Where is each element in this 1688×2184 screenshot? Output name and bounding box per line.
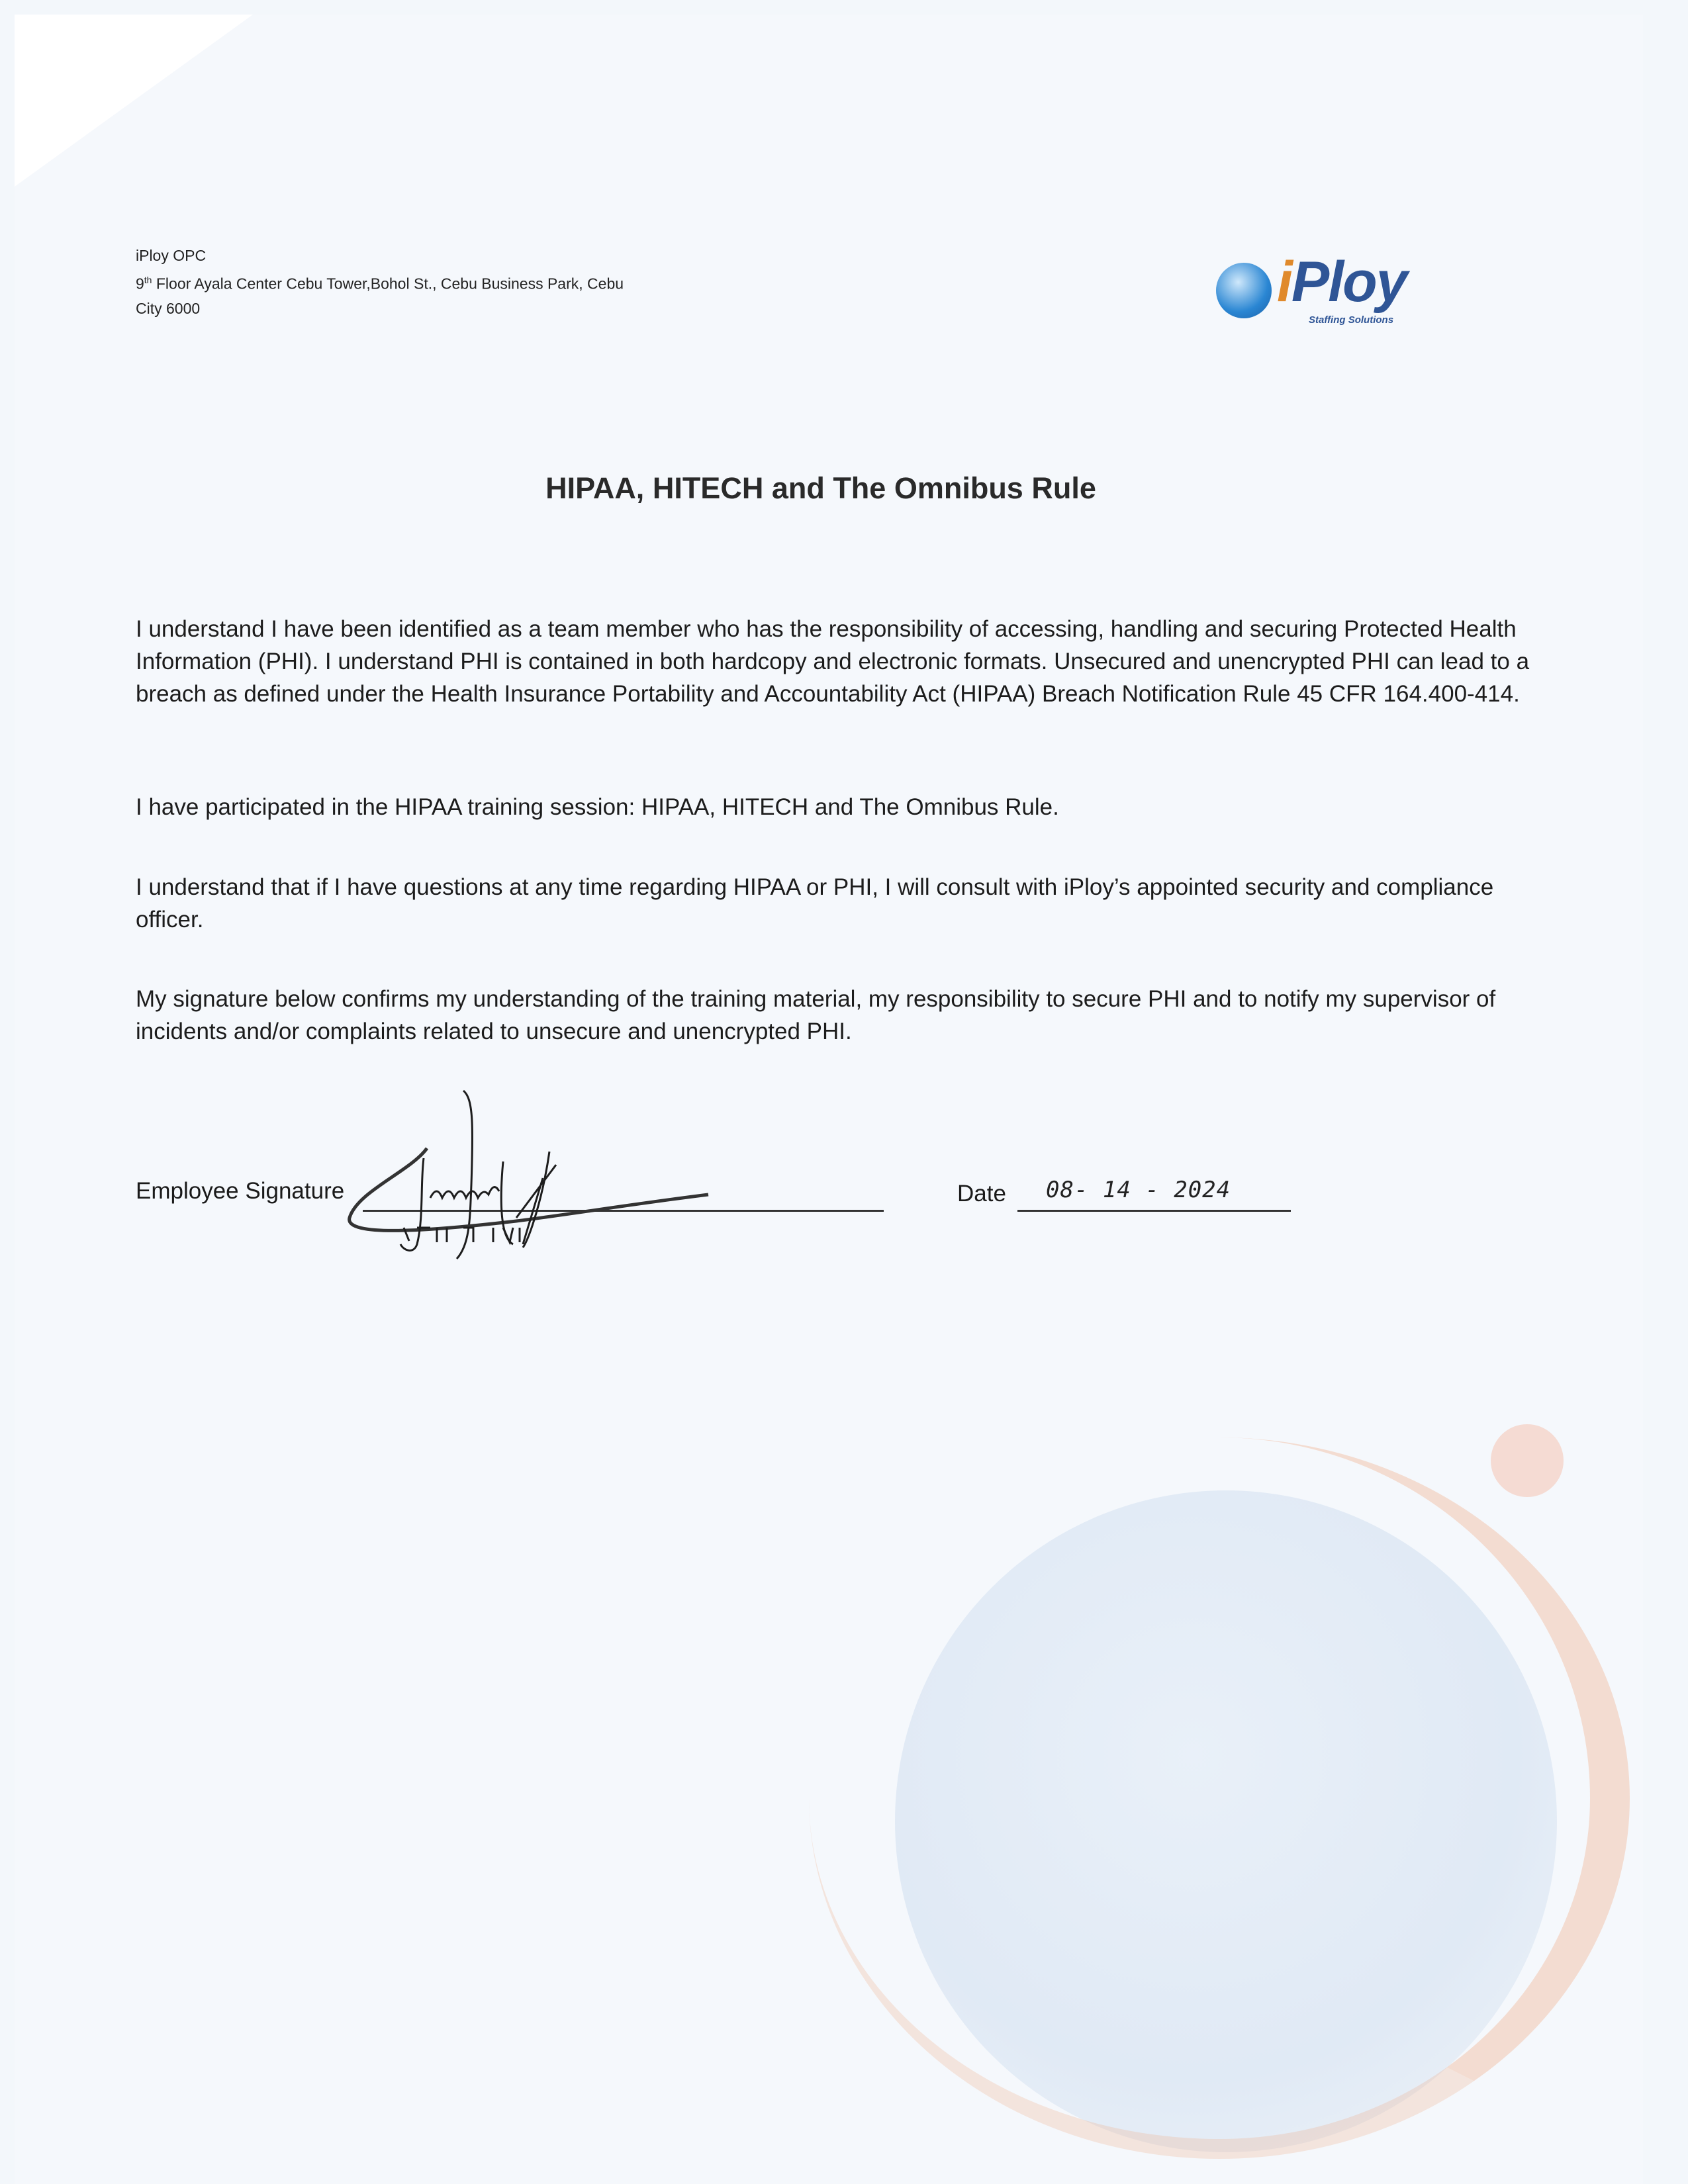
iploy-logo bbox=[1216, 250, 1454, 330]
paragraph-phi-responsibility: I understand I have been identified as a team member who has the responsibility of accessing, handling and securing Protected Health Information (PHI). I understand PHI is contained in both hardcopy and electronic formats. Unsecured and unencrypted PHI can lead to a breach as defined under the Health Insurance Portability and Accountability Act (HIPAA) Breach Notification Rule 45 CFR 164.400-414. bbox=[136, 616, 1530, 707]
paragraph-confirmation: My signature below confirms my understanding of the training material, my responsibility to secure PHI and to notify my supervisor of incidents and/or complaints related to unsecure and unencrypted PHI. bbox=[136, 986, 1496, 1044]
employee-signature-label: Employee Signature bbox=[136, 1178, 345, 1204]
date-value: 08- 14 - 2024 bbox=[1046, 1177, 1231, 1203]
paragraph-training: I have participated in the HIPAA training session: HIPAA, HITECH and The Omnibus Rule. bbox=[136, 794, 1059, 820]
globe-icon bbox=[1216, 263, 1272, 318]
floor-suffix: th bbox=[144, 275, 152, 285]
address-line-1 bbox=[136, 268, 624, 296]
paragraph-questions: I understand that if I have questions at any time regarding HIPAA or PHI, I will consult with iPloy’s appointed security and compliance officer. bbox=[136, 874, 1494, 933]
company-name: iPloy OPC bbox=[136, 247, 207, 264]
date-line bbox=[1017, 1210, 1291, 1212]
address-line-2: City 6000 bbox=[136, 299, 201, 317]
logo-wordmark bbox=[1277, 250, 1407, 315]
logo-i: i bbox=[1277, 250, 1291, 314]
logo-ploy: Ploy bbox=[1291, 250, 1407, 314]
swoosh-watermark bbox=[809, 1437, 1630, 2159]
handwritten-signature bbox=[331, 1085, 728, 1271]
document-page bbox=[15, 15, 1643, 2184]
document-title: HIPAA, HITECH and The Omnibus Rule bbox=[545, 471, 1096, 505]
company-address bbox=[136, 244, 624, 321]
address-rest: Floor Ayala Center Cebu Tower,Bohol St., Cebu Business Park, Cebu bbox=[152, 275, 624, 293]
dot-watermark bbox=[1491, 1424, 1564, 1497]
floor-number: 9 bbox=[136, 275, 144, 293]
logo-tagline: Staffing Solutions bbox=[1309, 314, 1394, 326]
folded-corner bbox=[15, 15, 253, 187]
date-label: Date bbox=[957, 1181, 1006, 1206]
